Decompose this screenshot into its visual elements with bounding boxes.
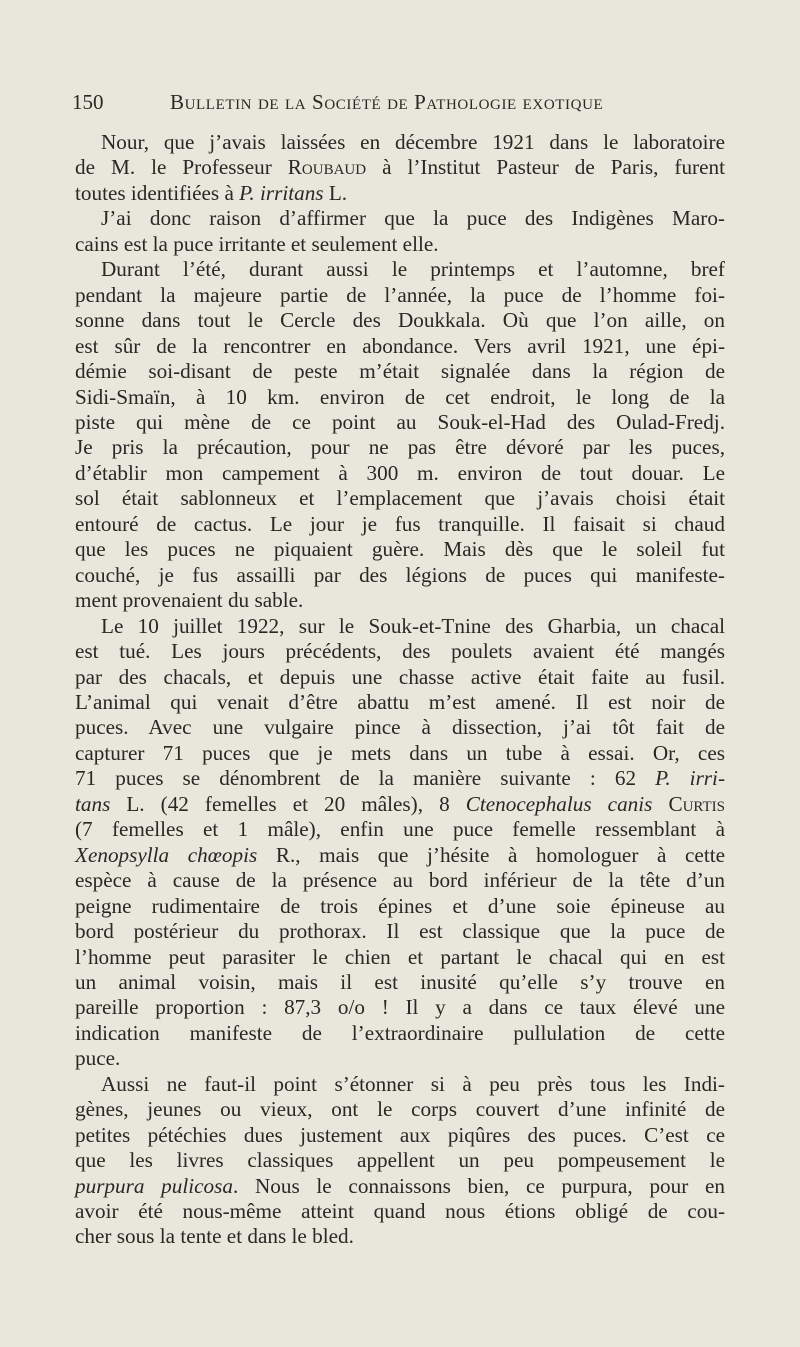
text-line <box>75 1046 725 1071</box>
article-body <box>75 130 725 1250</box>
text-line <box>75 410 725 435</box>
text-line <box>75 690 725 715</box>
text-line <box>75 1123 725 1148</box>
text-line <box>75 1174 725 1199</box>
text-segment: petites pétéchies dues justement aux piqûres des puces. C’est ce <box>75 1122 725 1147</box>
text-segment: d’établir mon campement à 300 m. environ de tout douar. Le <box>75 460 725 485</box>
paragraph <box>75 206 725 257</box>
text-segment: l’homme peut parasiter le chien et partant le chacal qui en est <box>75 944 725 969</box>
text-line <box>75 868 725 893</box>
text-segment: R., mais que j’hésite à homologuer à cette <box>257 842 725 867</box>
text-segment: sonne dans tout le Cercle des Doukkala. Où que l’on aille, on <box>75 308 725 333</box>
small-caps-name: Roubaud <box>287 155 367 180</box>
text-line <box>75 1072 725 1097</box>
text-segment: couché, je fus assailli par des légions de puces qui manifeste- <box>75 562 725 587</box>
italic-text: P. irri- <box>655 766 725 791</box>
text-line <box>75 308 725 333</box>
text-segment: Aussi ne faut-il point s’étonner si à peu près tous les Indi- <box>101 1071 725 1096</box>
text-segment: L. <box>323 180 348 205</box>
text-line <box>75 588 725 613</box>
paragraph <box>75 1072 725 1250</box>
text-segment: un animal voisin, mais il est inusité qu’elle s’y trouve en <box>75 969 725 994</box>
italic-text: Xenopsylla chœopis <box>75 842 258 867</box>
text-segment: Nour, que j’avais laissées en décembre 1921 dans le laboratoire <box>101 130 725 154</box>
text-line <box>75 995 725 1020</box>
text-segment: Sidi-Smaïn, à 10 km. environ de cet endroit, le long de la <box>75 384 725 409</box>
text-line <box>75 843 725 868</box>
text-line <box>75 232 725 257</box>
text-segment: espèce à cause de la présence au bord inférieur de la tête d’un <box>75 868 725 893</box>
text-line <box>75 715 725 740</box>
text-line <box>75 155 725 180</box>
text-segment: capturer 71 puces que je mets dans un tube à essai. Or, ces <box>75 740 725 765</box>
text-line <box>75 563 725 588</box>
text-line <box>75 512 725 537</box>
italic-text: Ctenocephalus canis <box>465 791 653 816</box>
text-line <box>75 537 725 562</box>
text-line <box>75 792 725 817</box>
text-segment: J’ai donc raison d’affirmer que la puce des Indigènes Maro- <box>101 206 725 231</box>
text-line <box>75 919 725 944</box>
text-line <box>75 359 725 384</box>
text-line <box>75 257 725 282</box>
text-line <box>75 181 725 206</box>
text-segment: 71 puces se dénombrent de la manière suivante : 62 <box>75 766 656 791</box>
text-line <box>75 639 725 664</box>
text-line <box>75 1097 725 1122</box>
text-segment: que les puces ne piquaient guère. Mais dès que le soleil fut <box>75 537 725 562</box>
text-segment: par des chacals, et depuis une chasse active était faite au fusil. <box>75 664 725 689</box>
text-segment: Le 10 juillet 1922, sur le Souk-et-Tnine des Gharbia, un chacal <box>101 613 725 638</box>
italic-text: P. irritans <box>239 180 324 205</box>
italic-text: purpura pulicosa <box>75 1173 233 1198</box>
text-segment: de M. le Professeur <box>75 155 288 180</box>
text-segment <box>652 792 668 816</box>
text-segment: . Nous le connaissons bien, ce purpura, pour en <box>232 1173 725 1198</box>
text-line <box>75 385 725 410</box>
text-segment: bord postérieur du prothorax. Il est classique que la puce de <box>75 919 725 944</box>
paragraph <box>75 614 725 1072</box>
text-line <box>75 1021 725 1046</box>
text-segment: avoir été nous-même atteint quand nous étions obligé de cou- <box>75 1199 725 1224</box>
paragraph <box>75 257 725 613</box>
text-line <box>75 130 725 155</box>
text-segment: Durant l’été, durant aussi le printemps et l’automne, bref <box>101 257 725 282</box>
text-line <box>75 741 725 766</box>
text-segment: indication manifeste de l’extraordinaire pullulation de cette <box>75 1020 725 1045</box>
text-segment: gènes, jeunes ou vieux, ont le corps couvert d’une infinité de <box>75 1097 725 1122</box>
text-line <box>75 665 725 690</box>
text-segment: pendant la majeure partie de l’année, la puce de l’homme foi- <box>75 282 725 307</box>
text-line <box>75 283 725 308</box>
text-line <box>75 1199 725 1224</box>
page-number: 150 <box>72 90 104 114</box>
text-line <box>75 970 725 995</box>
running-head <box>72 90 732 120</box>
text-segment: à l’Institut Pasteur de Paris, furent <box>366 155 725 180</box>
text-line <box>75 1148 725 1173</box>
text-segment: est tué. Les jours précédents, des poulets avaient été mangés <box>75 639 725 664</box>
small-caps-name: Curtis <box>668 791 726 816</box>
text-line <box>75 1224 725 1249</box>
text-segment: démie soi-disant de peste m’était signalée dans la région de <box>75 359 725 384</box>
paragraph <box>75 130 725 206</box>
text-line <box>75 206 725 231</box>
italic-text: tans <box>75 791 111 816</box>
text-line <box>75 945 725 970</box>
text-line <box>75 817 725 842</box>
journal-title: Bulletin de la Société de Pathologie exotique <box>170 90 604 114</box>
text-segment: que les livres classiques appellent un peu pompeusement le <box>75 1148 725 1173</box>
text-segment: est sûr de la rencontrer en abondance. Vers avril 1921, une épi- <box>75 333 725 358</box>
text-segment: piste qui mène de ce point au Souk-el-Had des Oulad-Fredj. <box>75 409 725 434</box>
text-segment: entouré de cactus. Le jour je fus tranquille. Il faisait si chaud <box>75 511 725 536</box>
text-segment: peigne rudimentaire de trois épines et d’une soie épineuse au <box>75 893 725 918</box>
text-line <box>75 461 725 486</box>
text-segment: puces. Avec une vulgaire pince à dissection, j’ai tôt fait de <box>75 715 725 740</box>
text-segment: cains est la puce irritante et seulement elle. <box>75 231 439 256</box>
text-line <box>75 766 725 791</box>
text-segment: puce. <box>75 1046 121 1071</box>
text-segment: sol était sablonneux et l’emplacement que j’avais choisi était <box>75 486 725 511</box>
text-segment: toutes identifiées à <box>75 180 240 205</box>
text-line <box>75 334 725 359</box>
text-line <box>75 486 725 511</box>
text-segment: (7 femelles et 1 mâle), enfin une puce femelle ressemblant à <box>75 817 725 842</box>
text-segment: L’animal qui venait d’être abattu m’est amené. Il est noir de <box>75 689 725 714</box>
text-segment: cher sous la tente et dans le bled. <box>75 1224 354 1249</box>
text-line <box>75 435 725 460</box>
text-segment: pareille proportion : 87,3 o/o ! Il y a dans ce taux élevé une <box>75 995 725 1020</box>
text-line <box>75 894 725 919</box>
text-segment: ment provenaient du sable. <box>75 588 304 613</box>
text-segment: L. (42 femelles et 20 mâles), 8 <box>110 791 466 816</box>
text-line <box>75 614 725 639</box>
text-segment: Je pris la précaution, pour ne pas être dévoré par les puces, <box>75 435 725 460</box>
